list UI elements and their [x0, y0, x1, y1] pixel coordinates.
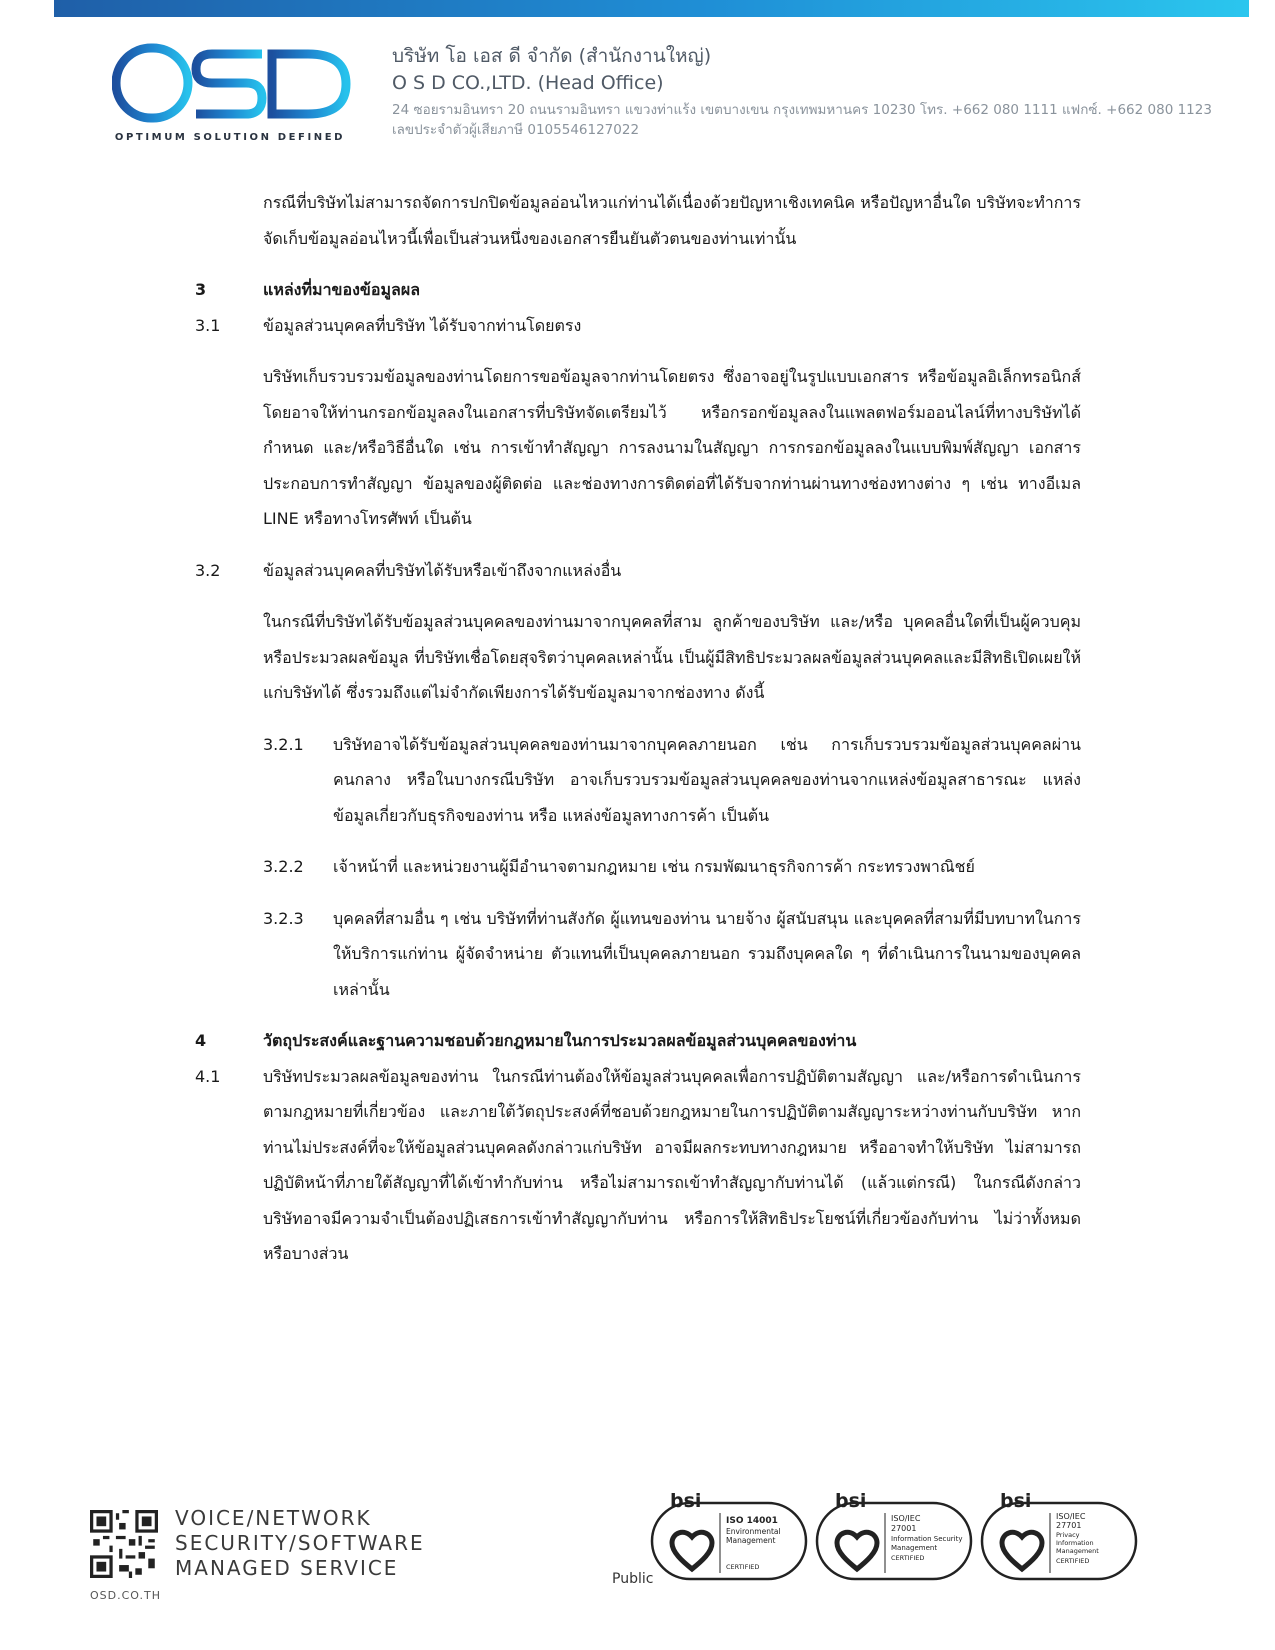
intro-paragraph: กรณีที่บริษัทไม่สามารถจัดการปกปิดข้อมูลอ่อนไหวแก่ท่านได้เนื่องด้วยปัญหาเชิงเทคนิค หรือปัญหาอื่นใด บริษัทจะทำการจัดเก็บข้อมูลอ่อนไหวนี้เพื่อเป็นส่วนหนึ่งของเอกสารยืนยันตัวตนของท่านเท่านั้น [263, 193, 1081, 248]
svg-text:Management: Management [726, 1536, 776, 1545]
company-info [392, 43, 1212, 141]
svg-text:CERTIFIED: CERTIFIED [1056, 1557, 1090, 1565]
section-4-1: 4.1 บริษัทประมวลผลข้อมูลของท่าน ในกรณีท่านต้องให้ข้อมูลส่วนบุคคลเพื่อการปฏิบัติตามสัญญา และ/หรือการดำเนินการตามกฎหมายที่เกี่ยวข้อง และภายใต้วัตถุประสงค์ที่ชอบด้วยกฎหมายในการปฏิบัติตามสัญญาระหว่างท่านกับบริษัท หากท่านไม่ประสงค์ที่จะให้ข้อมูลส่วนบุคคลดังกล่าวแก่บริษัท อาจมีผลกระทบทางกฎหมาย หรืออาจทำให้บริษัท ไม่สามารถปฏิบัติหน้าที่ภายใต้สัญญาที่ได้เข้าทำกับท่าน หรือไม่สามารถเข้าทำสัญญากับท่านได้ (แล้วแต่กรณี) ในกรณีดังกล่าว บริษัทอาจมีความจำเป็นต้องปฏิเสธการเข้าทำสัญญากับท่าน หรือการให้สิทธิประโยชน์ที่เกี่ยวข้องกับท่าน ไม่ว่าทั้งหมดหรือบางส่วน [195, 1066, 1081, 1263]
svg-text:27001: 27001 [891, 1524, 917, 1533]
svg-text:Information: Information [1056, 1539, 1094, 1547]
svg-text:ISO/IEC: ISO/IEC [891, 1514, 921, 1523]
svg-text:Management: Management [1056, 1547, 1099, 1555]
svg-text:CERTIFIED: CERTIFIED [891, 1554, 925, 1562]
section-3-1-text: บริษัทเก็บรวบรวมข้อมูลของท่านโดยการขอข้อมูลจากท่านโดยตรง ซึ่งอาจอยู่ในรูปแบบเอกสาร หรือข้อมูลอิเล็กทรอนิกส์ โดยอาจให้ท่านกรอกข้อมูลลงในเอกสารที่บริษัทจัดเตรียมไว้ หรือกรอกข้อมูลลงในแพลตฟอร์มออนไลน์ที่ทางบริษัทได้กำหนด และ/หรือวิธีอื่นใด เช่น การเข้าทำสัญญา การลงนามในสัญญา การกรอกข้อมูลลงในแบบพิมพ์สัญญา เอกสารประกอบการทำสัญญา ข้อมูลของผู้ติดต่อ และช่องทางการติดต่อที่ได้รับจากท่านผ่านทางช่องทางต่าง ๆ เช่น ทางอีเมล LINE หรือทางโทรศัพท์ เป็นต้น [263, 367, 1081, 528]
classification-label: Public [612, 1571, 654, 1587]
section-3-2-heading: 3.2 ข้อมูลส่วนบุคคลที่บริษัทได้รับหรือเข้าถึงจากแหล่งอื่น [195, 560, 622, 580]
section-3-1-heading: 3.1 ข้อมูลส่วนบุคคลที่บริษัท ได้รับจากท่านโดยตรง [195, 315, 582, 335]
section-4-heading: 4 วัตถุประสงค์และฐานความชอบด้วยกฎหมายในการประมวลผลข้อมูลส่วนบุคคลของท่าน [195, 1031, 857, 1050]
company-name-en: O S D CO.,LTD. (Head Office) [392, 72, 664, 94]
section-3-2-1: 3.2.1 บริษัทอาจได้รับข้อมูลส่วนบุคคลของท่านมาจากบุคคลภายนอก เช่น การเก็บรวบรวมข้อมูลส่วนบุคคลผ่านคนกลาง หรือในบางกรณีบริษัท อาจเก็บรวบรวมข้อมูลส่วนบุคคลของท่านจากแหล่งข้อมูลสาธารณะ แหล่งข้อมูลเกี่ยวกับธุรกิจของท่าน หรือ แหล่งข้อมูลทางการค้า เป็นต้น [263, 734, 1081, 825]
svg-text:27701: 27701 [1056, 1521, 1082, 1530]
svg-text:CERTIFIED: CERTIFIED [726, 1563, 760, 1571]
qr-code-icon [90, 1510, 158, 1578]
svg-text:Environmental: Environmental [726, 1527, 781, 1536]
svg-text:bsi: bsi [670, 1493, 702, 1512]
svg-text:bsi: bsi [835, 1493, 867, 1512]
osd-logo [112, 42, 352, 142]
header-gradient-bar [54, 0, 1249, 17]
section-3-heading: 3 แหล่งที่มาของข้อมูลผล [195, 280, 420, 299]
document-body [195, 185, 1081, 1272]
bsi-iso27701-badge [980, 1493, 1140, 1583]
footer-tagline: VOICE/NETWORK SECURITY/SOFTWARE MANAGED SERVICE [175, 1506, 425, 1580]
bsi-iso27001-badge [815, 1493, 975, 1583]
section-3-2-2: 3.2.2 เจ้าหน้าที่ และหน่วยงานผู้มีอำนาจตามกฎหมาย เช่น กรมพัฒนาธุรกิจการค้า กระทรวงพาณิชย์ [263, 857, 975, 876]
svg-text:Privacy: Privacy [1056, 1531, 1080, 1539]
section-3-2-3: 3.2.3 บุคคลที่สามอื่น ๆ เช่น บริษัทที่ท่านสังกัด ผู้แทนของท่าน นายจ้าง ผู้สนับสนุน และบุคคลที่สามที่มีบทบาทในการให้บริการแก่ท่าน ผู้จัดจำหน่าย ตัวแทนที่เป็นบุคคลภายนอก รวมถึงบุคคลใด ๆ ที่ดำเนินการในนามของบุคคลเหล่านั้น [263, 908, 1081, 999]
logo-tagline: OPTIMUM SOLUTION DEFINED [114, 132, 346, 143]
company-tax-id: เลขประจำตัวผู้เสียภาษี 0105546127022 [392, 122, 640, 138]
footer-url: OSD.CO.TH [90, 1589, 161, 1602]
section-3-2-text: ในกรณีที่บริษัทได้รับข้อมูลส่วนบุคคลของท่านมาจากบุคคลที่สาม ลูกค้าของบริษัท และ/หรือ บุคคลอื่นใดที่เป็นผู้ควบคุม หรือประมวลผลข้อมูล ที่บริษัทเชื่อโดยสุจริตว่าบุคคลเหล่านั้น เป็นผู้มีสิทธิประมวลผลข้อมูลส่วนบุคคลและมีสิทธิเปิดเผยให้แก่บริษัทได้ ซึ่งรวมถึงแต่ไม่จำกัดเพียงการได้รับข้อมูลมาจากช่องทาง ดังนี้ [263, 612, 1081, 702]
bsi-iso14001-badge [650, 1493, 810, 1583]
svg-text:Information Security: Information Security [891, 1535, 963, 1543]
company-address: 24 ซอยรามอินทรา 20 ถนนรามอินทรา แขวงท่าแร้ง เขตบางเขน กรุงเทพมหานคร 10230 โทร. +662 080 1111 แฟกซ์. +662 080 1123 [392, 102, 1212, 118]
svg-text:ISO 14001: ISO 14001 [726, 1516, 778, 1526]
svg-text:Management: Management [891, 1544, 938, 1552]
company-name-th: บริษัท โอ เอส ดี จำกัด (สำนักงานใหญ่) [392, 45, 712, 67]
svg-text:bsi: bsi [1000, 1493, 1032, 1512]
svg-text:ISO/IEC: ISO/IEC [1056, 1512, 1086, 1521]
